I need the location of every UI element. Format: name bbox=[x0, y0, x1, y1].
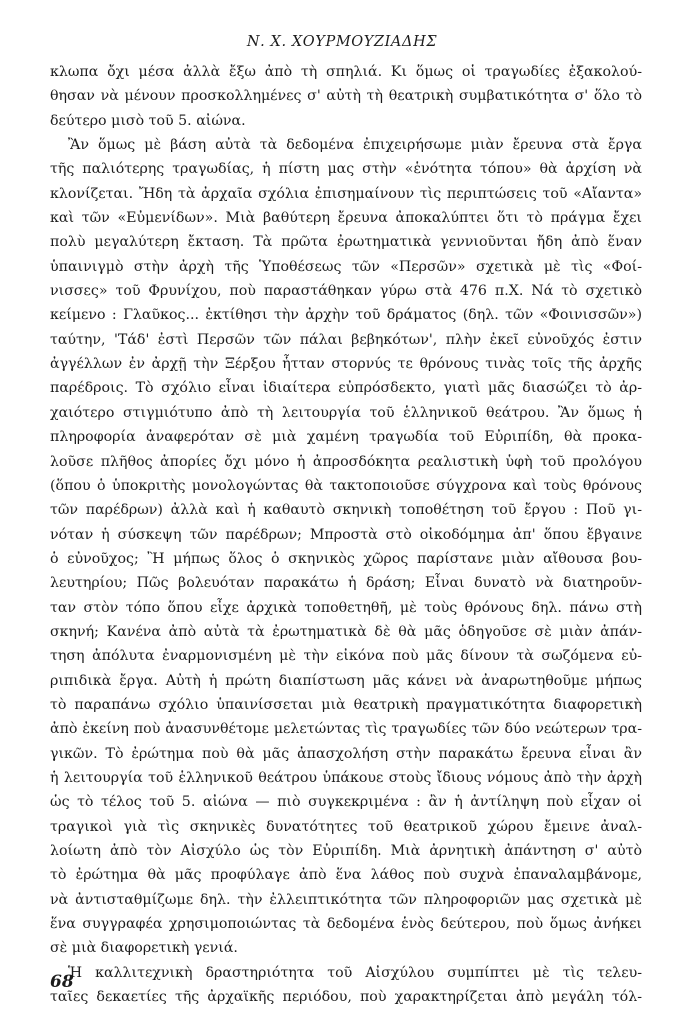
text-line: γικῶν. Τὸ ἐρώτημα ποὺ θὰ μᾶς ἀπασχολήση στὴν παρακάτω ἔρευνα εἶναι ἂν bbox=[50, 745, 642, 762]
text-line: τραγικοὶ γιὰ τὶς σκηνικὲς δυνατότητες τοῦ θεατρικοῦ χώρου ἔμεινε ἀναλ- bbox=[50, 818, 642, 835]
text-line: ἡ λειτουργία τοῦ ἑλληνικοῦ θεάτρου ὑπάκουε στοὺς ἴδιους νόμους ἀπὸ τὴν ἀρχὴ bbox=[50, 769, 642, 786]
text-line: νόταν ἡ σύσκεψη τῶν παρέδρων; Μπροστὰ στὸ οἰκοδόμημα ἀπ' ὅπου ἔβγαινε bbox=[50, 526, 642, 543]
body-text bbox=[50, 60, 642, 1009]
text-line: τὸ παραπάνω σχόλιο ὑπαινίσσεται μιὰ θεατρικὴ πραγματικότητα διαφορετικὴ bbox=[50, 696, 642, 713]
text-line: ἀγγέλλων ἐν ἀρχῇ τὴν Ξέρξου ἧτταν στορνύς τε θρόνους τινὰς τοῖς τῆς ἀρχῆς bbox=[50, 356, 642, 373]
text-line: (ὅπου ὁ ὑποκριτὴς μονολογώντας θὰ τακτοποιοῦσε σύγχρονα καὶ τοὺς θρόνους bbox=[50, 477, 642, 494]
running-head: Ν. Χ. ΧΟΥΡΜΟΥΖΙΑΔΗΣ bbox=[246, 34, 438, 50]
text-line: ὡς τὸ τέλος τοῦ 5. αἰώνα — πιὸ συγκεκριμένα : ἂν ἡ ἀντίληψη ποὺ εἶχαν οἱ bbox=[50, 794, 642, 811]
text-line: πληροφορία ἀναφερόταν σὲ μιὰ χαμένη τραγωδία τοῦ Εὐριπίδη, θὰ προκα- bbox=[50, 429, 642, 446]
text-line: ταν στὸν τόπο ὅπου εἶχε ἀρχικὰ τοποθετηθῆ, μὲ τοὺς θρόνους δηλ. πάνω στὴ bbox=[50, 599, 642, 616]
text-line: κείμενο : Γλαῦκος... ἐκτίθησι τὴν ἀρχὴν τοῦ δράματος (δηλ. τῶν «Φοινισσῶν») bbox=[50, 307, 642, 324]
text-line: καὶ τῶν «Εὐμενίδων». Μιὰ βαθύτερη ἔρευνα ἀποκαλύπτει ὅτι τὸ πράγμα ἔχει bbox=[50, 210, 642, 227]
text-line: τῆς παλιότερης τραγωδίας, ἡ πίστη μας στὴν «ἑνότητα τόπου» θὰ ἀρχίση νὰ bbox=[50, 161, 642, 178]
text-line: χαιότερο στιγμιότυπο ἀπὸ τὴ λειτουργία τοῦ ἑλληνικοῦ θεάτρου. Ἂν ὅμως ἡ bbox=[50, 404, 642, 421]
text-line: ταῖες δεκαετίες τῆς ἀρχαϊκῆς περιόδου, ποὺ χαρακτηρίζεται ἀπὸ μεγάλη τόλ- bbox=[50, 989, 642, 1006]
text-line: Ἂν ὅμως μὲ βάση αὐτὰ τὰ δεδομένα ἐπιχειρήσωμε μιὰν ἔρευνα στὰ ἔργα bbox=[68, 137, 642, 154]
text-line: νὰ ἀντισταθμίζωμε δηλ. τὴν ἐλλειπτικότητα τῶν πληροφοριῶν μας σχετικὰ μὲ bbox=[50, 891, 642, 908]
text-line: ὑπαινιγμὸ στὴν ἀρχὴ τῆς Ὑποθέσεως τῶν «Περσῶν» σχετικὰ μὲ τὶς «Φοί- bbox=[50, 258, 642, 275]
text-line: Ἡ καλλιτεχνικὴ δραστηριότητα τοῦ Αἰσχύλου συμπίπτει μὲ τὶς τελευ- bbox=[68, 964, 642, 981]
text-line: δεύτερο μισὸ τοῦ 5. αἰώνα. bbox=[50, 112, 246, 129]
text-line: κλωπα ὄχι μέσα ἀλλὰ ἔξω ἀπὸ τὴ σπηλιά. Κι ὅμως οἱ τραγωδίες ἐξακολού- bbox=[50, 64, 642, 80]
text-line: ἀπὸ ἐκείνη ποὺ ἀνασυνθέτομε μελετώντας τὶς τραγωδίες τῶν δύο νεώτερων τρα- bbox=[50, 721, 642, 738]
text-line: θησαν νὰ μένουν προσκολλημένες σ' αὐτὴ τὴ θεατρικὴ συμβατικότητα σ' ὅλο τὸ bbox=[50, 88, 642, 105]
text-line: τηση ἀπόλυτα ἐναρμονισμένη μὲ τὴν εἰκόνα ποὺ μᾶς δίνουν τὰ σωζόμενα εὐ- bbox=[50, 648, 642, 665]
text-line: ὁ εὐνοῦχος; Ἢ μήπως ὅλος ὁ σκηνικὸς χῶρος παρίστανε μιὰν αἴθουσα βου- bbox=[50, 550, 642, 567]
text-line: πολὺ μεγαλύτερη ἔκταση. Τὰ πρῶτα ἐρωτηματικὰ γεννιοῦνται ἤδη ἀπὸ ἕναν bbox=[50, 234, 642, 251]
text-line: παρέδροις. Τὸ σχόλιο εἶναι ἰδιαίτερα εὐπρόσδεκτο, γιατὶ μᾶς διασώζει τὸ ἀρ- bbox=[50, 380, 642, 397]
text-line: σκηνή; Κανένα ἀπὸ αὐτὰ τὰ ἐρωτηματικὰ δὲ θὰ μᾶς ὁδηγοῦσε σὲ μιὰν ἀπάν- bbox=[50, 623, 642, 640]
text-line: κλονίζεται. Ἤδη τὰ ἀρχαῖα σχόλια ἐπισημαίνουν τὶς περιπτώσεις τοῦ «Αἴαντα» bbox=[50, 185, 642, 202]
text-line: ριπιδικὰ ἔργα. Αὐτὴ ἡ πρώτη διαπίστωση μᾶς κάνει νὰ ἀναρωτηθοῦμε μήπως bbox=[50, 672, 642, 689]
text-line: λοῦσε πλῆθος ἀπορίες ὄχι μόνο ἡ ἀπροσδόκητα ρεαλιστικὴ ὑφὴ τοῦ προλόγου bbox=[50, 453, 642, 470]
text-line: λευτηρίου; Πῶς βολευόταν παρακάτω ἡ δράση; Εἶναι δυνατὸ νὰ διατηροῦν- bbox=[50, 575, 642, 592]
text-line: νισσες» τοῦ Φρυνίχου, ποὺ παραστάθηκαν γύρω στὰ 476 π.Χ. Νά τὸ σχετικὸ bbox=[50, 283, 642, 300]
text-line: λοίωτη ἀπὸ τὸν Αἰσχύλο ὡς τὸν Εὐριπίδη. Μιὰ ἀρνητικὴ ἀπάντηση σ' αὐτὸ bbox=[50, 843, 642, 859]
text-line: ἕνα συγγραφέα χρησιμοποιώντας τὰ δεδομένα ἑνὸς δεύτερου, ποὺ ὅμως ἀνήκει bbox=[50, 916, 642, 933]
text-line: τῶν παρέδρων) ἀλλὰ καὶ ἡ καθαυτὸ σκηνικὴ τοποθέτηση τοῦ ἔργου : Ποῦ γι- bbox=[50, 502, 642, 519]
text-line: σὲ μιὰ διαφορετικὴ γενιά. bbox=[50, 940, 238, 957]
page-number: 68 bbox=[50, 972, 74, 992]
text-line: ταύτην, 'Τάδ' ἐστὶ Περσῶν τῶν πάλαι βεβηκότων', πλὴν ἐκεῖ εὐνοῦχός ἐστιν bbox=[50, 331, 642, 348]
text-line: τὸ ἐρώτημα θὰ μᾶς προφύλαγε ἀπὸ ἕνα λάθος ποὺ συχνὰ ἐπαναλαμβάνομε, bbox=[50, 867, 642, 884]
